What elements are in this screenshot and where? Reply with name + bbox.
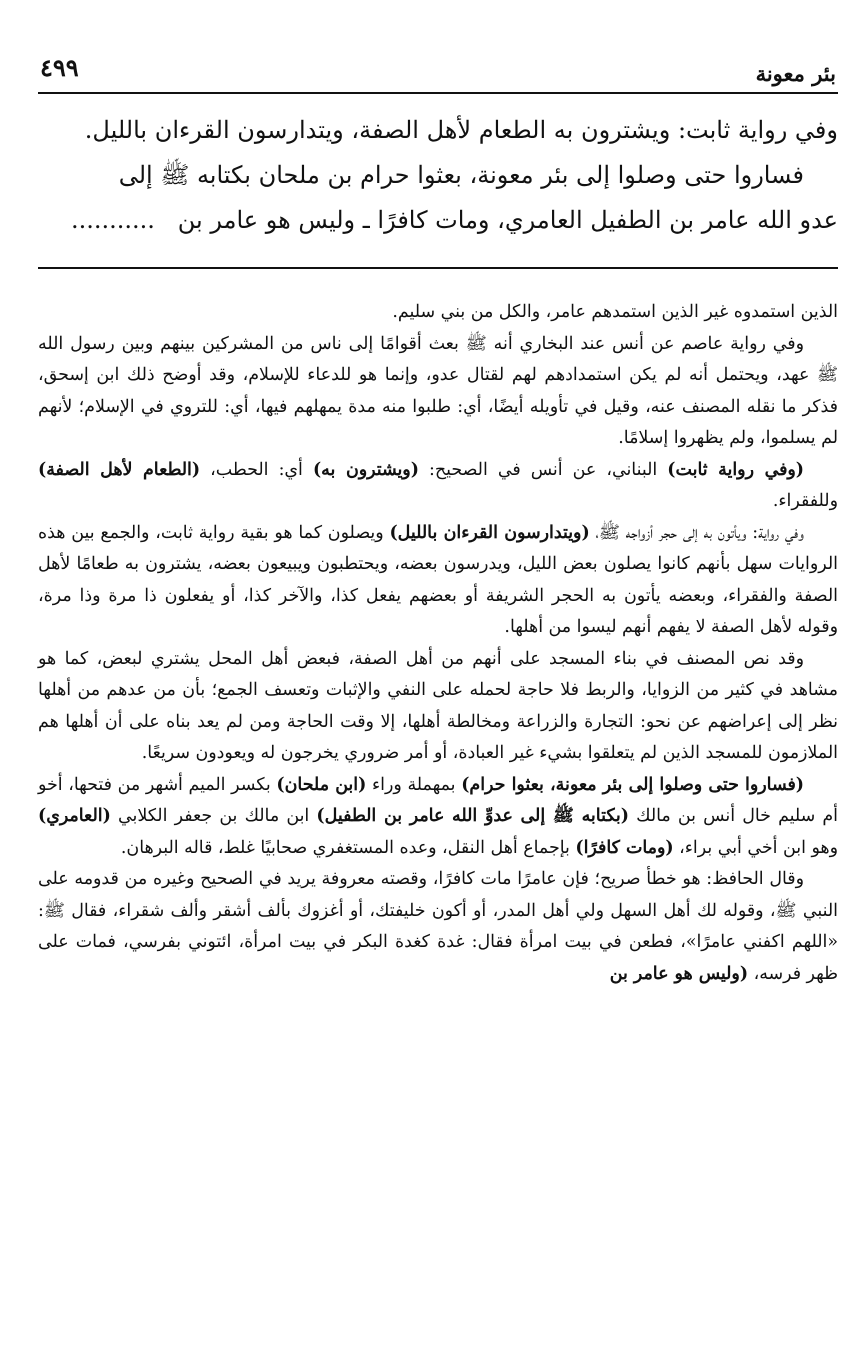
commentary-span: وفي رواية: ويأتون به إلى حجر أزواجه ﷺ،: [589, 522, 804, 543]
main-text: [38, 108, 838, 243]
quoted-phrase: (الطعام لأهل الصفة): [38, 459, 201, 480]
quoted-phrase: (وليس هو عامر بن: [609, 963, 749, 984]
quoted-phrase: (ابن ملحان): [276, 774, 367, 795]
book-page: [38, 52, 838, 1342]
quoted-phrase: (وفي رواية ثابت): [667, 459, 805, 480]
page-number: ٤٩٩: [40, 53, 79, 82]
quoted-phrase: (ويشترون به): [312, 459, 419, 480]
main-text-line: [38, 198, 838, 243]
quoted-phrase: (بكتابه ﷺ إلى عدوِّ الله عامر بن الطفيل): [316, 806, 629, 826]
commentary-paragraph: وفي رواية عاصم عن أنس عند البخاري أنه ﷺ بعث أقوامًا إلى ناس من المشركين بينهم وبين رسول الله ﷺ عهد، ويحتمل أنه لم يكن استمدادهم لهم لقتال عدو، وإنما هو للدعاء للإسلام، وقد أوضح ذلك ابن إسحق، فذكر ما نقله المصنف عنه، وقيل في تأويله أيضًا، أي: طلبوا منه مدة يمهلهم فيها، أي: للتروي في الإسلام؛ لأنهم لم يسلموا، ولم يظهروا إسلامًا.: [38, 333, 838, 448]
commentary-paragraph: [38, 518, 838, 644]
quoted-phrase: (فساروا حتى وصلوا إلى بئر معونة، بعثوا حرام): [461, 774, 805, 795]
main-text-line: [38, 153, 838, 198]
quoted-phrase: (ويتدارسون القرءان بالليل): [389, 522, 590, 543]
commentary-span: وهو ابن أخي أبي براء،: [673, 837, 838, 858]
main-text-line-1: وفي رواية ثابت: ويشترون به الطعام لأهل الصفة، ويتدارسون القرءان بالليل.: [84, 116, 838, 144]
commentary-span: ابن مالك بن جعفر الكلابي: [110, 806, 317, 826]
commentary-span: ويصلون كما هو بقية رواية ثابت، والجمع بين هذه الروايات سهل بأنهم كانوا يصلون بعض الليل، ويدرسون بعضه، ويحتطبون ويبيعون بعضه، يشترون به طعامًا لأهل الصفة والفقراء، وبعضه يأتون به الحجر الشريفة أو بعضهم يفعل كذا، والآخر كذا، أو يفعلون ذا مرة وذا مرة، وقوله لأهل الصفة لا يفهم أنهم ليسوا من أهلها.: [38, 522, 838, 637]
chapter-title: بئر معونة: [755, 61, 836, 86]
commentary-span: البناني، عن أنس في الصحيح:: [418, 459, 668, 480]
commentary-paragraph: الذين استمدوه غير الذين استمدهم عامر، والكل من بني سليم.: [392, 302, 838, 322]
main-text-line-2: فساروا حتى وصلوا إلى بئر معونة، بعثوا حرام بن ملحان بكتابه ﷺ إلى: [118, 161, 804, 189]
commentary-paragraph: [38, 455, 838, 518]
commentary-span: بكسر الميم أشهر من فتحها، أخو أم سليم خال أنس بن مالك: [38, 774, 838, 826]
commentary-span: وللفقراء.: [772, 491, 838, 511]
commentary-span: وقال الحافظ: هو خطأ صريح؛ فإن عامرًا مات كافرًا، وقصته معروفة يريد في الصحيح وغيره من قدومه على النبي ﷺ، وقوله لك أهل السهل ولي أهل المدر، أو أكون خليفتك، أو أغزوك بألف أشقر وألف شقراء، فقال ﷺ: «اللهم اكفني عامرًا»، فطعن في بيت امرأة فقال: غدة كغدة البكر في بيت امرأة، ائتوني بفرسي، فمات على ظهر فرسه،: [38, 869, 838, 984]
continuation-dots: ...........: [70, 206, 155, 234]
quoted-phrase: (العامري): [38, 806, 111, 826]
quoted-phrase: (ومات كافرًا): [575, 837, 674, 858]
commentary-span: بإجماع أهل النقل، وعده المستغفري صحابيًا غلط، قاله البرهان.: [120, 837, 576, 858]
commentary-span: أي: الحطب،: [200, 459, 313, 480]
running-header: [38, 52, 838, 94]
commentary-paragraph: [38, 770, 838, 865]
main-text-line: [38, 108, 838, 153]
section-divider: [38, 267, 838, 269]
commentary-paragraph: [38, 864, 838, 990]
commentary-text: [38, 297, 838, 990]
commentary-paragraph: وقد نص المصنف في بناء المسجد على أنهم من أهل الصفة، فبعض أهل المحل يشتري لبعض، كما هو مشاهد في كثير من الزوايا، والربط فلا حاجة لحمله على النفي والإثبات وتعسف الجمع؛ بأن من عدهم من أهلها نظر إلى إعراضهم عن نحو: التجارة والزراعة ومخالطة أهلها، إلا وقت الحاجة ومن لم يعد بناه على أن أهلها هم الملازمون للمسجد الذين لم يتعلقوا بشيء غير العبادة، أو أمر ضروري يخرجون له ويعودون سريعًا.: [38, 648, 838, 763]
main-text-line-3: عدو الله عامر بن الطفيل العامري، ومات كافرًا ـ وليس هو عامر بن: [177, 206, 838, 234]
commentary-span: بمهملة وراء: [366, 774, 462, 795]
